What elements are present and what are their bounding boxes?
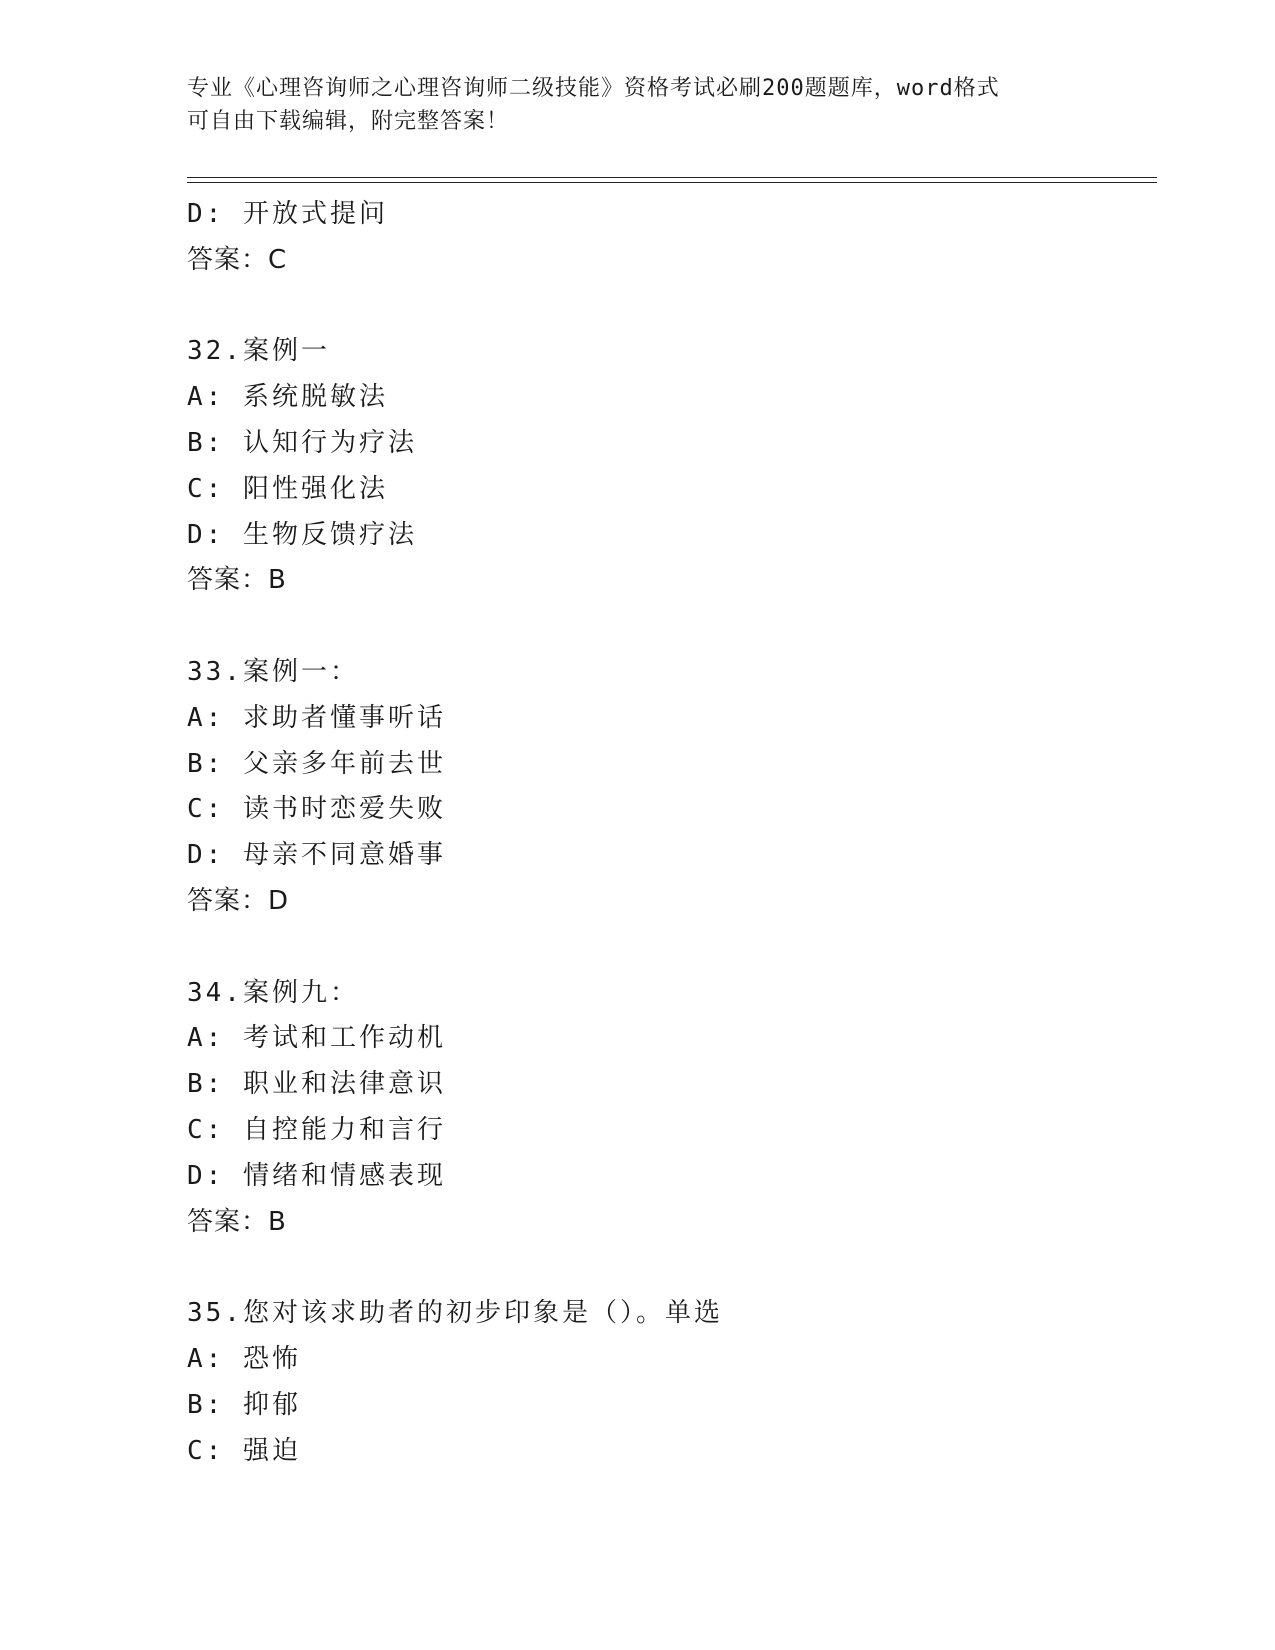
question-title: 33.案例一： <box>187 656 359 687</box>
header-divider-top <box>187 177 1157 178</box>
question-35 <box>187 1291 1137 1474</box>
option-d: D: 情绪和情感表现 <box>187 1160 446 1191</box>
question-34 <box>187 971 1137 1246</box>
option-d: D: 生物反馈疗法 <box>187 519 417 550</box>
question-list <box>187 192 1137 1474</box>
answer: 答案：B <box>187 565 287 596</box>
document-header <box>187 72 1087 138</box>
header-line-2: 可自由下载编辑，附完整答案！ <box>187 109 510 134</box>
question-title: 34.案例九： <box>187 977 359 1008</box>
answer: 答案：B <box>187 1206 287 1237</box>
option-a: A: 系统脱敏法 <box>187 382 388 413</box>
answer: 答案：D <box>187 885 290 916</box>
option-d: D: 母亲不同意婚事 <box>187 840 446 871</box>
question-title: 35.您对该求助者的初步印象是（）。单选 <box>187 1298 723 1329</box>
prev-answer: 答案：C <box>187 244 288 275</box>
question-title: 32.案例一 <box>187 336 330 367</box>
option-c: C: 强迫 <box>187 1435 301 1466</box>
option-b: B: 职业和法律意识 <box>187 1069 446 1100</box>
header-divider-bottom <box>187 182 1157 183</box>
option-a: A: 求助者懂事听话 <box>187 702 446 733</box>
option-b: B: 认知行为疗法 <box>187 427 417 458</box>
option-b: B: 抑郁 <box>187 1389 301 1420</box>
option-c: C: 读书时恋爱失败 <box>187 794 446 825</box>
question-32 <box>187 329 1137 604</box>
prev-option-d: D: 开放式提问 <box>187 199 388 229</box>
option-c: C: 阳性强化法 <box>187 473 388 504</box>
option-c: C: 自控能力和言行 <box>187 1114 446 1145</box>
option-a: A: 恐怖 <box>187 1343 301 1374</box>
question-33 <box>187 650 1137 925</box>
header-line-1: 专业《心理咨询师之心理咨询师二级技能》资格考试必刷200题题库，word格式 <box>187 76 1000 101</box>
option-a: A: 考试和工作动机 <box>187 1023 446 1054</box>
option-b: B: 父亲多年前去世 <box>187 748 446 779</box>
